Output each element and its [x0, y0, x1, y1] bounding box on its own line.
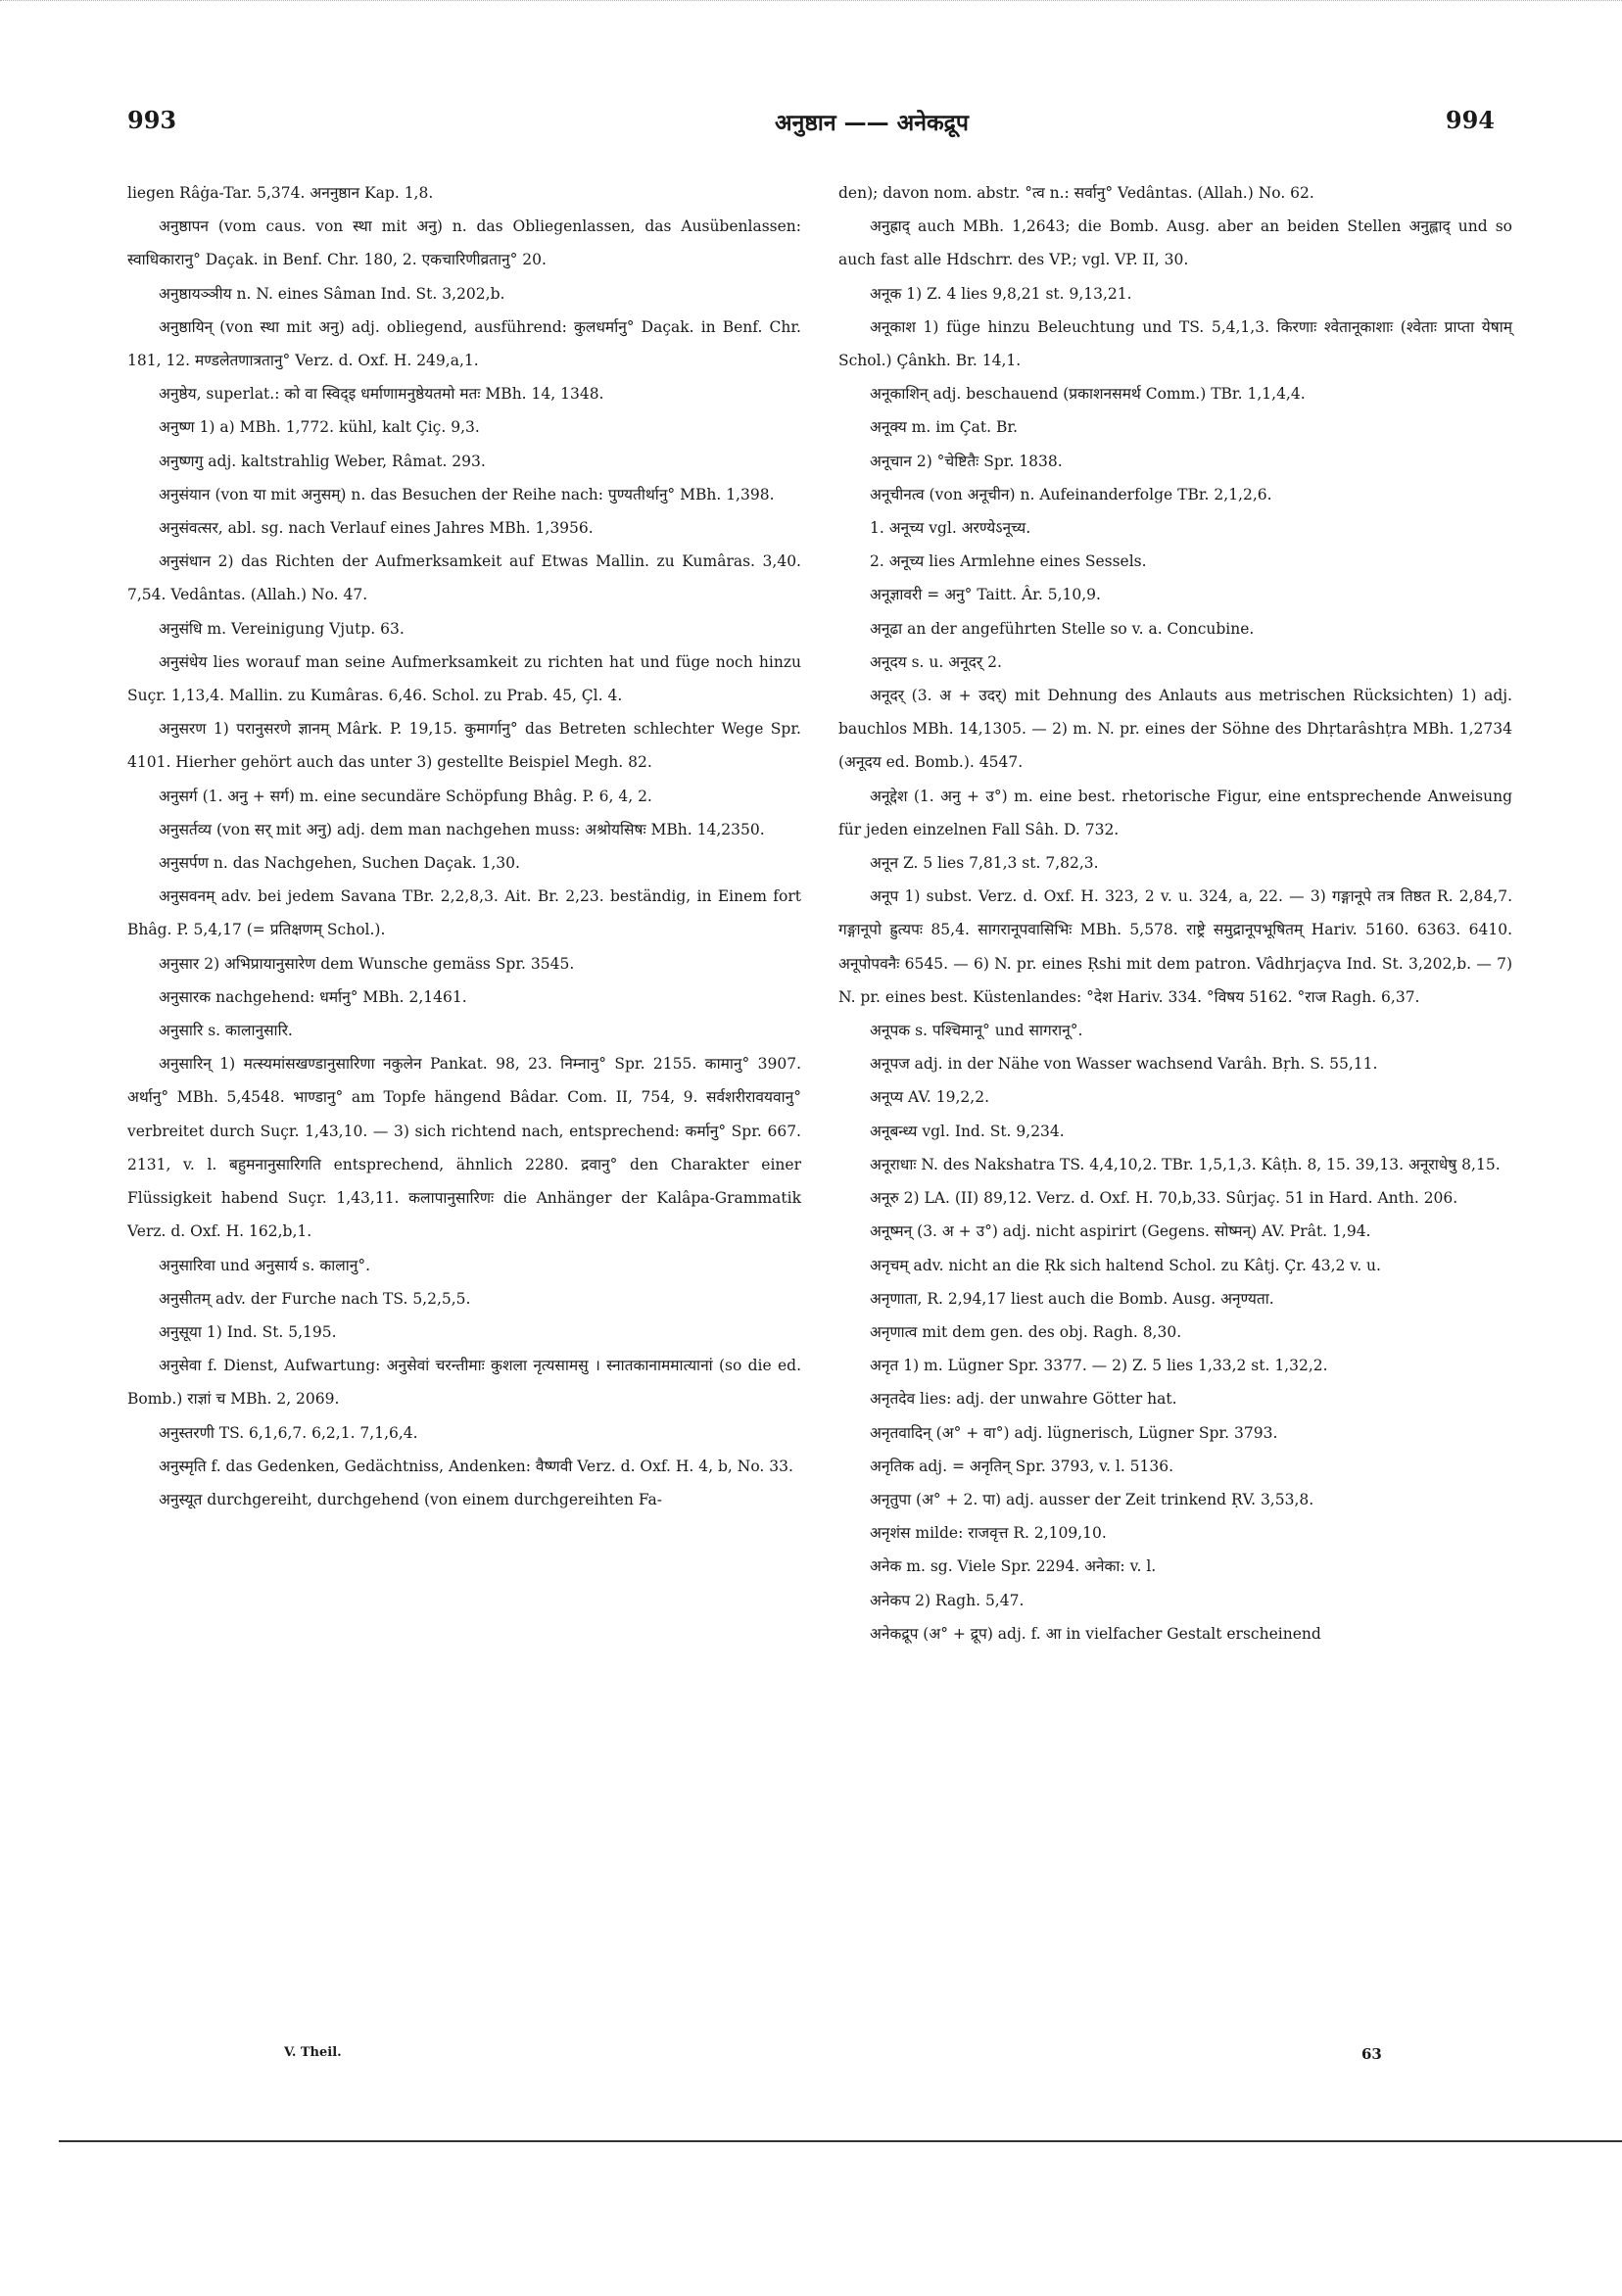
dictionary-entry: अनुसंधान 2) das Richten der Aufmerksamkeit auf Etwas Mallin. zu Kumâras. 3,40. 7,54. Vedântas. (Allah.) No. 47.	[127, 552, 801, 604]
right-page-number: 994	[1445, 106, 1495, 134]
dictionary-entry: अनुसंधेय lies worauf man seine Aufmerksamkeit zu richten hat und füge noch hinzu Suçr. 1,13,4. Mallin. zu Kumâras. 6,46. Schol. zu Prab. 45, Çl. 4.	[127, 652, 801, 705]
dictionary-entry: अनूकाश 1) füge hinzu Beleuchtung und TS. 5,4,1,3. किरणाः श्वेतानूकाशाः (श्वेताः प्राप्ता येषाम् Schol.) Çânkh. Br. 14,1.	[838, 317, 1512, 370]
dictionary-entry: अनूराधाः N. des Nakshatra TS. 4,4,10,2. TBr. 1,5,1,3. Kâṭh. 8, 15. 39,13. अनूराधेषु 8,15.	[870, 1155, 1501, 1173]
dictionary-entry: अनृतदेव lies: adj. der unwahre Götter hat.	[870, 1390, 1177, 1409]
dictionary-entry: अनुसवनम् adv. bei jedem Savana TBr. 2,2,8,3. Ait. Br. 2,23. beständig, in Einem fort Bhâg. P. 5,4,17 (= प्रतिक्षणम् Schol.).	[127, 887, 801, 939]
dictionary-entry: अनूचान 2) °चेष्टितैः Spr. 1838.	[870, 452, 1063, 470]
dictionary-entry: अनूदर् (3. अ + उदर्) mit Dehnung des Anlauts aus metrischen Rücksichten) 1) adj. bauchlos MBh. 14,1305. — 2) m. N. pr. eines der Söhne des Dhṛtarâshṭra MBh. 1,2734 (अनूदय ed. Bomb.). 4547.	[838, 687, 1512, 772]
dictionary-entry: अनुस्मृति f. das Gedenken, Gedächtniss, Andenken: वैष्णवी Verz. d. Oxf. H. 4, b, No. 33.	[159, 1457, 793, 1475]
dictionary-entry: अनूप 1) subst. Verz. d. Oxf. H. 323, 2 v. u. 324, a, 22. — 3) गङ्गानूपे तत्र तिष्ठत R. 2,84,7. गङ्गानूपो ह्रुत्यपः 85,4. सागरानूपवासिभिः MBh. 5,578. राष्ट्रे समुद्रानूपभूषितम् Hariv. 5160. 6363. 6410. अनूपोपवनैः 6545. — 6) N. pr. eines Ṛshi mit dem patron. Vâdhrjaçva Ind. St. 3,202,b. — 7) N. pr. eines best. Küstenlandes: °देश Hariv. 334. °विषय 5162. °राज Ragh. 6,37.	[838, 887, 1512, 1006]
dictionary-entry: अनुष्ठायञ्ञीय n. N. eines Sâman Ind. St. 3,202,b.	[159, 284, 505, 303]
dictionary-entry: अनुसर्पण n. das Nachgehen, Suchen Daçak. 1,30.	[159, 854, 520, 873]
dictionary-entry: अनुष्ठेय, superlat.: को वा स्विद्इ धर्माणामनुष्ठेयतमो मतः MBh. 14, 1348.	[159, 385, 604, 404]
dictionary-entry: liegen Râġa-Tar. 5,374. अननुष्ठान Kap. 1,8.	[127, 184, 434, 202]
dictionary-entry: अनूढा an der angeführten Stelle so v. a. Concubine.	[870, 619, 1255, 638]
dictionary-entry: 2. अनूच्य lies Armlehne eines Sessels.	[870, 552, 1147, 571]
dictionary-entry: अनुसारि s. कालानुसारि.	[159, 1022, 293, 1040]
dictionary-entry: अनूप्य AV. 19,2,2.	[870, 1088, 990, 1107]
dictionary-entry: अनुसूया 1) Ind. St. 5,195.	[159, 1322, 337, 1341]
dictionary-entry: अनुसंधि m. Vereinigung Vjutp. 63.	[159, 619, 405, 638]
dictionary-entry: den); davon nom. abstr. °त्व n.: सर्वानु° Vedântas. (Allah.) No. 62.	[838, 184, 1314, 202]
dictionary-entry: अनृत 1) m. Lügner Spr. 3377. — 2) Z. 5 lies 1,33,2 st. 1,32,2.	[870, 1357, 1328, 1375]
dictionary-entry: अनून Z. 5 lies 7,81,3 st. 7,82,3.	[870, 854, 1099, 873]
dictionary-entry: अनृतुपा (अ° + 2. पा) adj. ausser der Zeit trinkend ṚV. 3,53,8.	[870, 1490, 1314, 1508]
dictionary-entry: अनेकद्रूप (अ° + द्रूप) adj. f. आ in vielfacher Gestalt erscheinend	[870, 1624, 1321, 1643]
dictionary-entry: अनुस्यूत durchgereiht, durchgehend (von einem durchgereihten Fa-	[159, 1490, 663, 1508]
right-column	[838, 176, 1512, 1650]
dictionary-entry: अनृणात्व mit dem gen. des obj. Ragh. 8,30.	[870, 1322, 1182, 1341]
dictionary-entry: अनूक्य m. im Çat. Br.	[870, 418, 1018, 437]
dictionary-entry: अनुसीतम् adv. der Furche nach TS. 5,2,5,5.	[159, 1289, 471, 1308]
dictionary-entry: अनुसारक nachgehend: धर्मानु° MBh. 2,1461.	[159, 987, 467, 1006]
left-page-number: 993	[127, 106, 177, 134]
dictionary-entry: अनूपज adj. in der Nähe von Wasser wachsend Varâh. Bṛh. S. 55,11.	[870, 1055, 1378, 1074]
dictionary-entry: 1. अनूच्य vgl. अरण्येऽनूच्य.	[870, 519, 1031, 538]
page-header	[127, 106, 1495, 145]
dictionary-entry: अनेक m. sg. Viele Spr. 2294. अनेका: v. l.	[870, 1557, 1157, 1576]
dictionary-entry: अनुसर्तव्य (von सर् mit अनु) adj. dem man nachgehen muss: अश्रोयसिषः MBh. 14,2350.	[159, 820, 765, 838]
dictionary-entry: अनृतवादिन् (अ° + वा°) adj. lügnerisch, Lügner Spr. 3793.	[870, 1423, 1278, 1442]
dictionary-entry: अनूज्ञावरी = अनु° Taitt. Âr. 5,10,9.	[870, 586, 1101, 604]
dictionary-entry: अनुसार 2) अभिप्रायानुसारेण dem Wunsche gemäss Spr. 3545.	[159, 954, 575, 973]
dictionary-entry: अनुसारिन् 1) मत्स्यमांसखण्डानुसारिणा नकुलेन Pankat. 98, 23. निम्नानु° Spr. 2155. कामानु° 3907. अर्थानु° MBh. 5,4548. भाण्डानु° am Topfe hängend Bâdar. Com. II, 754, 9. सर्वशरीरावयवानु° verbreitet durch Suçr. 1,43,10. — 3) sich richtend nach, entsprechend: कर्मानु° Spr. 667. 2131, v. l. बहुमनानुसारिगति entsprechend, ähnlich 2280. द्रवानु° den Charakter einer Flüssigkeit habend Suçr. 1,43,11. कलापानुसारिणः die Anhänger der Kalâpa-Grammatik Verz. d. Oxf. H. 162,b,1.	[127, 1055, 801, 1241]
dictionary-entry: अनृचम् adv. nicht an die Ṛk sich haltend Schol. zu Kâtj. Çr. 43,2 v. u.	[870, 1256, 1381, 1274]
dictionary-entry: अनुसरण 1) परानुसरणे ज्ञानम् Mârk. P. 19,15. कुमार्गानु° das Betreten schlechter Wege Spr. 4101. Hierher gehört auch das unter 3) gestellte Beispiel Megh. 82.	[127, 720, 801, 772]
sheet-signature: 63	[1361, 2045, 1382, 2063]
dictionary-entry: अनुष्ण 1) a) MBh. 1,772. kühl, kalt Çiç. 9,3.	[159, 418, 480, 437]
dictionary-entry: अनूदय s. u. अनूदर् 2.	[870, 652, 1002, 671]
dictionary-entry: अनूकाशिन् adj. beschauend (प्रकाशनसमर्थ Comm.) TBr. 1,1,4,4.	[870, 385, 1306, 404]
dictionary-entry: अनुसंयान (von या mit अनुसम्) n. das Besuchen der Reihe nach: पुण्यतीर्थानु° MBh. 1,398.	[159, 485, 775, 503]
dictionary-entry: अनुस्तरणी TS. 6,1,6,7. 6,2,1. 7,1,6,4.	[159, 1423, 418, 1442]
dictionary-entry: अनुसारिवा und अनुसार्य s. कालानु°.	[159, 1256, 371, 1274]
dictionary-entry: अनूचीनत्व (von अनूचीन) n. Aufeinanderfolge TBr. 2,1,2,6.	[870, 485, 1272, 503]
dictionary-entry: अनूरु 2) LA. (II) 89,12. Verz. d. Oxf. H. 70,b,33. Sûrjaç. 51 in Hard. Anth. 206.	[870, 1189, 1458, 1208]
dictionary-entry: अनुष्ठापन (vom caus. von स्था mit अनु) n. das Obliegenlassen, das Ausübenlassen: स्वाधिकारानु° Daçak. in Benf. Chr. 180, 2. एकचारिणीव्रतानु° 20.	[127, 217, 801, 269]
running-head: अनुष्ठान —— अनेकद्रूप	[775, 111, 969, 136]
dictionary-entry: अनुसेवा f. Dienst, Aufwartung: अनुसेवां चरन्तीमाः कुशला नृत्यसामसु । स्नातकानाममात्यानां (so die ed. Bomb.) राज्ञां च MBh. 2, 2069.	[127, 1357, 801, 1409]
dictionary-entry: अनुह्राद् auch MBh. 1,2643; die Bomb. Ausg. aber an beiden Stellen अनुह्लाद् und so auch fast alle Hdschrr. des VP.; vgl. VP. II, 30.	[838, 217, 1512, 269]
scan-edge-artifact	[0, 0, 1622, 7]
dictionary-entry: अनेकप 2) Ragh. 5,47.	[870, 1591, 1025, 1609]
dictionary-entry: अनुसंवत्सर, abl. sg. nach Verlauf eines Jahres MBh. 1,3956.	[159, 519, 594, 538]
dictionary-entry: अनूष्मन् (3. अ + उ°) adj. nicht aspirirt (Gegens. सोष्मन्) AV. Prât. 1,94.	[870, 1222, 1371, 1241]
dictionary-entry: अनृशंस milde: राजवृत्त R. 2,109,10.	[870, 1524, 1107, 1543]
dictionary-entry: अनूबन्ध्य vgl. Ind. St. 9,234.	[870, 1122, 1065, 1140]
dictionary-entry: अनुष्ठायिन् (von स्था mit अनु) adj. obliegend, ausführend: कुलधर्मानु° Daçak. in Benf. Chr. 181, 12. मण्डलेतणात्रतानु° Verz. d. Oxf. H. 249,a,1.	[127, 317, 801, 370]
dictionary-entry: अनूपक s. पश्चिमानू° und सागरानू°.	[870, 1022, 1083, 1040]
dictionary-entry: अनुष्णगु adj. kaltstrahlig Weber, Râmat. 293.	[159, 452, 486, 470]
dictionary-entry: अनुसर्ग (1. अनु + सर्ग) m. eine secundäre Schöpfung Bhâg. P. 6, 4, 2.	[159, 787, 652, 805]
dictionary-entry: अनूक 1) Z. 4 lies 9,8,21 st. 9,13,21.	[870, 284, 1132, 303]
left-column	[127, 176, 801, 1516]
dictionary-entry: अनूद्देश (1. अनु + उ°) m. eine best. rhetorische Figur, eine entsprechende Anweisung für jeden einzelnen Fall Sâh. D. 732.	[838, 787, 1512, 838]
volume-signature: V. Theil.	[284, 2045, 342, 2060]
bottom-rule	[59, 2140, 1622, 2142]
dictionary-entry: अनृणाता, R. 2,94,17 liest auch die Bomb. Ausg. अनृण्यता.	[870, 1289, 1274, 1308]
dictionary-entry: अनृतिक adj. = अनृतिन् Spr. 3793, v. l. 5136.	[870, 1457, 1174, 1475]
